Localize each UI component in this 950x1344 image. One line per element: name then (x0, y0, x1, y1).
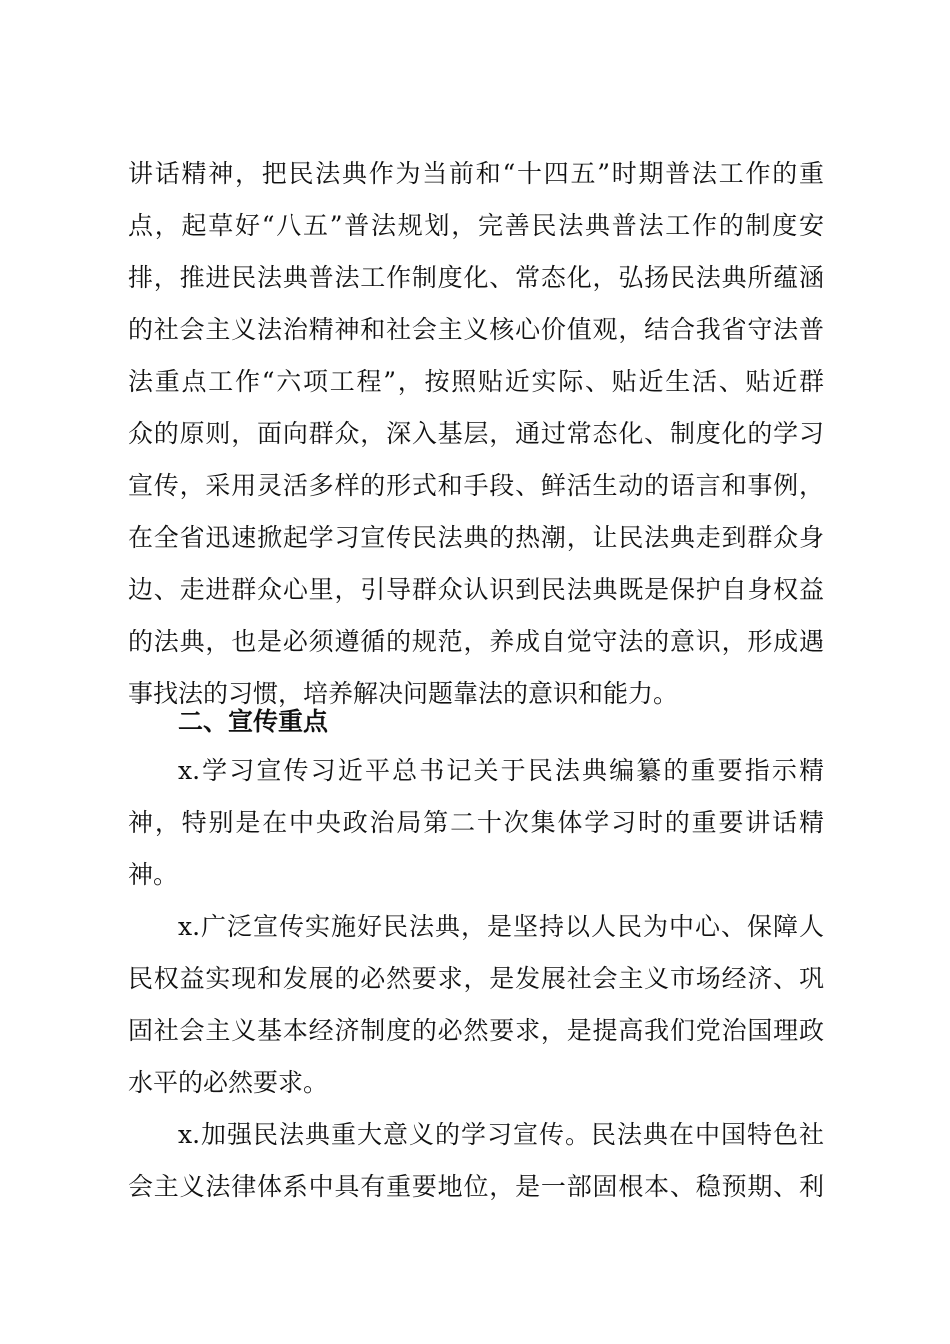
paragraph-line: 事找法的习惯，培养解决问题靠法的意识和能力。 (128, 679, 679, 708)
paragraph-line: 宣传，采用灵活多样的形式和手段、鲜活生动的语言和事例， (128, 471, 824, 500)
paragraph-line: 众的原则，面向群众，深入基层，通过常态化、制度化的学习 (128, 419, 824, 448)
paragraph-line: 在全省迅速掀起学习宣传民法典的热潮，让民法典走到群众身 (128, 523, 824, 552)
list-item-line: 神。 (128, 860, 179, 889)
list-item-line: 民权益实现和发展的必然要求，是发展社会主义市场经济、巩 (128, 964, 824, 993)
paragraph-line: 的法典，也是必须遵循的规范，养成自觉守法的意识，形成遇 (128, 627, 824, 656)
list-item-line: 固社会主义基本经济制度的必然要求，是提高我们党治国理政 (128, 1016, 824, 1045)
list-item-line: x.学习宣传习近平总书记关于民法典编纂的重要指示精 (178, 756, 824, 785)
list-item-line: x.广泛宣传实施好民法典，是坚持以人民为中心、保障人 (178, 912, 824, 941)
paragraph-line: 边、走进群众心里，引导群众认识到民法典既是保护自身权益 (128, 575, 824, 604)
paragraph-line: 点，起草好“八五”普法规划，完善民法典普法工作的制度安 (128, 211, 824, 240)
list-item-line: 会主义法律体系中具有重要地位，是一部固根本、稳预期、利 (128, 1172, 824, 1201)
section-heading: 二、宣传重点 (178, 707, 329, 736)
paragraph-line: 法重点工作“六项工程”，按照贴近实际、贴近生活、贴近群 (128, 367, 824, 396)
list-item-line: x.加强民法典重大意义的学习宣传。民法典在中国特色社 (178, 1120, 824, 1149)
list-item-line: 水平的必然要求。 (128, 1068, 329, 1097)
paragraph-line: 的社会主义法治精神和社会主义核心价值观，结合我省守法普 (128, 315, 824, 344)
list-item-line: 神，特别是在中央政治局第二十次集体学习时的重要讲话精 (128, 808, 824, 837)
paragraph-line: 排，推进民法典普法工作制度化、常态化，弘扬民法典所蕴涵 (128, 263, 824, 292)
paragraph-line: 讲话精神，把民法典作为当前和“十四五”时期普法工作的重 (128, 159, 824, 188)
